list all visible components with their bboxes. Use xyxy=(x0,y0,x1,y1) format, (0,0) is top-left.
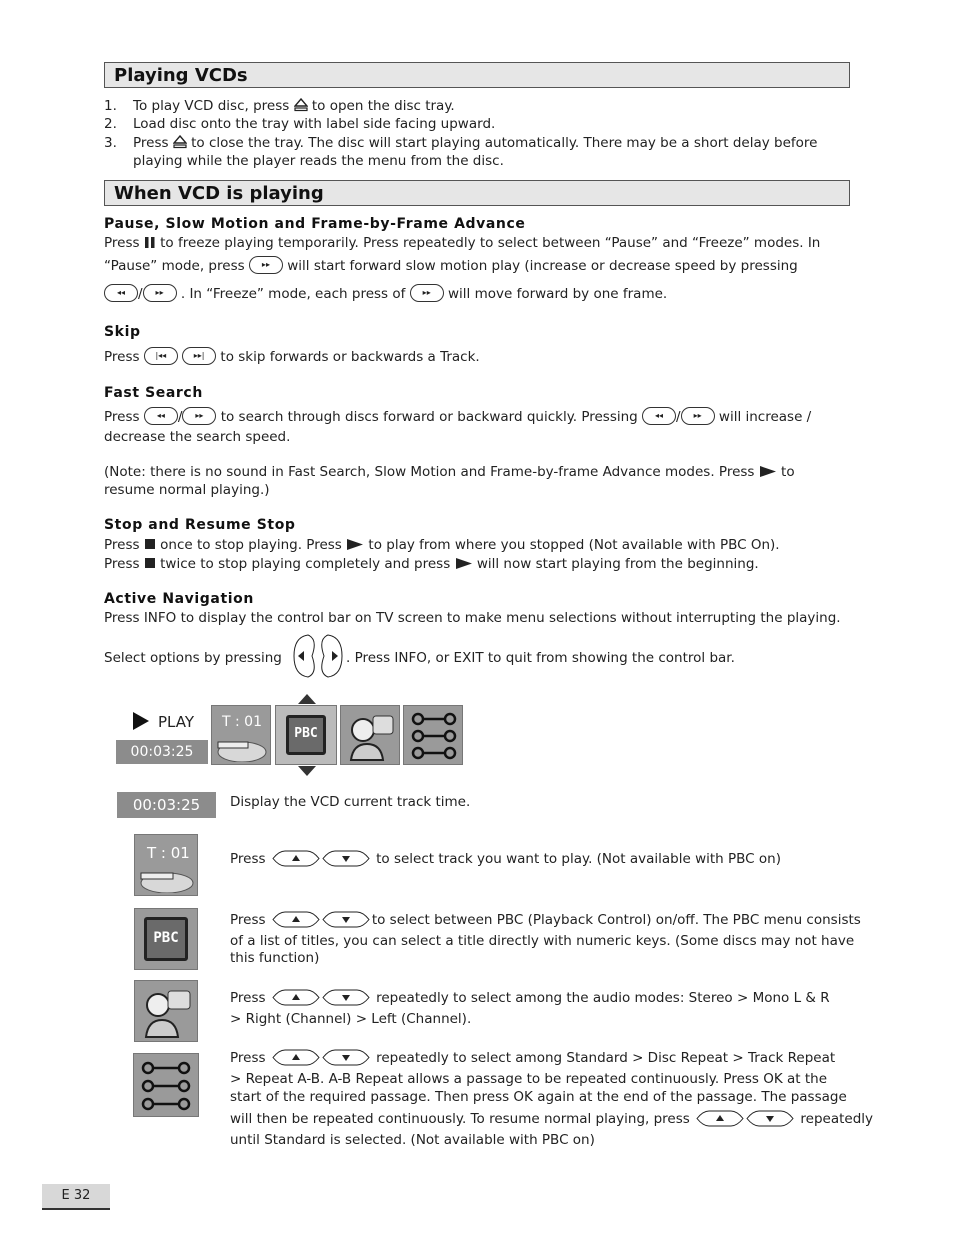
rewind-icon: ◂◂ xyxy=(104,284,138,302)
pbc-icon: PBC xyxy=(286,715,326,755)
step-3-pre: Press xyxy=(133,135,169,151)
step-1 xyxy=(133,97,455,115)
nav-line2-pre: Select options by pressing xyxy=(104,650,282,666)
pause-l3b: will move forward by one frame. xyxy=(447,286,668,302)
item-repeat-text: repeatedly to select among Standard > Disc Repeat > Track Repeat xyxy=(376,1050,836,1066)
rewind-icon: ◂◂ xyxy=(642,407,676,425)
skip-a: Press xyxy=(104,349,140,365)
pause-line2 xyxy=(104,257,798,275)
fast-note1-text: (Note: there is no sound in Fast Search, Slow Motion and Frame-by-frame Advance modes. Press xyxy=(104,464,755,480)
fast-line1: Press ◂◂ / ▸▸ to search through discs forward or backward quickly. Pressing ◂◂ / ▸▸ will increase / xyxy=(104,409,812,425)
down-arrow-icon xyxy=(320,1049,372,1066)
pbc-icon: PBC xyxy=(144,917,188,961)
play-label: PLAY xyxy=(158,713,195,731)
fast-forward-icon: ▸▸ xyxy=(182,407,216,425)
stop-l1c: to play from where you stopped (Not available with PBC On). xyxy=(368,537,780,553)
up-arrow-icon xyxy=(270,989,322,1006)
section-title-when-playing: When VCD is playing xyxy=(104,180,850,206)
stop-line1 xyxy=(104,536,780,554)
skip-title: Skip xyxy=(104,324,141,340)
step-3-post: to close the tray. The disc will start playing automatically. There may be a short delay before xyxy=(191,135,818,151)
nav-line1: Press INFO to display the control bar on TV screen to make menu selections without interrupting the playing. xyxy=(104,610,841,626)
time-label: 00:03:25 xyxy=(116,740,208,764)
audio-person-icon xyxy=(345,710,397,762)
step-1-number: 1. xyxy=(104,98,117,114)
stop-icon xyxy=(144,558,156,569)
nav-title: Active Navigation xyxy=(104,591,254,607)
step-2-number: 2. xyxy=(104,116,117,132)
eject-icon xyxy=(294,98,308,112)
fast-forward-icon: ▸▸ xyxy=(681,407,715,425)
skip-line xyxy=(104,348,480,366)
repeat-icon xyxy=(410,711,458,761)
item-repeat-line1 xyxy=(230,1049,835,1067)
item-pbc-tile xyxy=(134,908,198,970)
step-1-post: to open the disc tray. xyxy=(311,98,455,114)
section-title-playing-vcds: Playing VCDs xyxy=(104,62,850,88)
up-arrow-icon xyxy=(270,911,322,928)
pbc-tile[interactable] xyxy=(275,705,337,765)
fast-title: Fast Search xyxy=(104,385,203,401)
disc-icon xyxy=(139,867,195,893)
up-arrow-icon xyxy=(270,1049,322,1066)
pause-l1a: Press xyxy=(104,235,140,251)
stop-title: Stop and Resume Stop xyxy=(104,517,296,533)
fast-a: Press xyxy=(104,409,140,425)
fast-forward-icon: ▸▸ xyxy=(143,284,177,302)
play-icon xyxy=(455,557,473,570)
eject-icon xyxy=(173,135,187,149)
pause-icon xyxy=(144,236,156,249)
fast-line2: decrease the search speed. xyxy=(104,429,291,445)
fast-note1b: to xyxy=(781,464,795,480)
item-audio-line1 xyxy=(230,989,830,1007)
item-pbc-line2: of a list of titles, you can select a title directly with numeric keys. (Some discs may not have xyxy=(230,933,855,949)
stop-line2 xyxy=(104,555,759,573)
item-track-pre: Press xyxy=(230,851,266,867)
step-1-pre: To play VCD disc, press xyxy=(133,98,290,114)
rewind-icon: ◂◂ xyxy=(144,407,178,425)
step-forward-icon: ▸▸ xyxy=(410,284,444,302)
pause-l2b: will start forward slow motion play (increase or decrease speed by pressing xyxy=(287,258,798,274)
item-pbc-line3: this function) xyxy=(230,950,320,966)
item-audio-tile xyxy=(134,980,198,1042)
stop-icon xyxy=(144,539,156,550)
skip-previous-icon: |◂◂ xyxy=(144,347,178,365)
skip-next-icon: ▸▸| xyxy=(182,347,216,365)
pause-line3: ◂◂ / ▸▸ . In “Freeze” mode, each press of ▸▸ will move forward by one frame. xyxy=(104,285,667,303)
skip-b: to skip forwards or backwards a Track. xyxy=(220,349,480,365)
item-pbc-line1 xyxy=(230,911,861,929)
step-2: Load disc onto the tray with label side facing upward. xyxy=(133,116,496,132)
item-repeat-l4a: will then be repeated continuously. To resume normal playing, press xyxy=(230,1111,690,1127)
pause-line1 xyxy=(104,234,820,252)
nav-line2-post: . Press INFO, or EXIT to quit from showing the control bar. xyxy=(346,650,735,666)
play-icon xyxy=(132,712,150,730)
left-right-arrows-icon xyxy=(290,633,346,679)
stop-l2a: Press xyxy=(104,556,140,572)
stop-l2c: will now start playing from the beginning. xyxy=(476,556,759,572)
step-3-line2: playing while the player reads the menu from the disc. xyxy=(133,153,504,169)
item-track-line xyxy=(230,850,781,868)
item-track-text: to select track you want to play. (Not available with PBC on) xyxy=(376,851,781,867)
item-repeat-line5: until Standard is selected. (Not available with PBC on) xyxy=(230,1132,595,1148)
item-repeat-pre: Press xyxy=(230,1050,266,1066)
fast-note2: resume normal playing.) xyxy=(104,482,270,498)
pause-l3a: . In “Freeze” mode, each press of xyxy=(180,286,406,302)
stop-l2b: twice to stop playing completely and press xyxy=(160,556,451,572)
disc-icon xyxy=(216,736,268,762)
stop-l1b: once to stop playing. Press xyxy=(160,537,342,553)
play-icon xyxy=(346,538,364,551)
pause-l2a: “Pause” mode, press xyxy=(104,258,245,274)
step-3 xyxy=(133,134,817,152)
step-3-number: 3. xyxy=(104,135,117,151)
down-arrow-icon xyxy=(320,911,372,928)
repeat-tile[interactable] xyxy=(403,705,463,765)
item-pbc-text: to select between PBC (Playback Control) on/off. The PBC menu consists xyxy=(371,912,861,928)
page-number: E 32 xyxy=(42,1184,110,1210)
item-repeat-tile xyxy=(133,1053,199,1117)
item-audio-pre: Press xyxy=(230,990,266,1006)
item-audio-line2: > Right (Channel) > Left (Channel). xyxy=(230,1011,472,1027)
repeat-icon xyxy=(140,1060,192,1112)
fast-b: to search through discs forward or backward quickly. Pressing xyxy=(220,409,638,425)
item-repeat-line2: > Repeat A-B. A-B Repeat allows a passage to be repeated continuously. Press OK at the xyxy=(230,1071,828,1087)
pause-title: Pause, Slow Motion and Frame-by-Frame Advance xyxy=(104,216,526,232)
fast-note1 xyxy=(104,463,795,481)
step-forward-icon: ▸▸ xyxy=(249,256,283,274)
play-icon xyxy=(759,465,777,478)
item-track-label: T : 01 xyxy=(147,844,190,862)
item-time-text: Display the VCD current track time. xyxy=(230,794,471,810)
item-repeat-line4 xyxy=(230,1110,873,1128)
item-pbc-pre: Press xyxy=(230,912,266,928)
pause-l1b: to freeze playing temporarily. Press repeatedly to select between “Pause” and “Freeze” modes. In xyxy=(160,235,821,251)
item-audio-text: repeatedly to select among the audio modes: Stereo > Mono L & R xyxy=(376,990,830,1006)
chevron-up-icon xyxy=(298,694,316,704)
down-arrow-icon xyxy=(744,1110,796,1127)
down-arrow-icon xyxy=(320,850,372,867)
item-repeat-l4b: repeatedly xyxy=(800,1111,874,1127)
audio-tile[interactable] xyxy=(340,705,400,765)
stop-l1a: Press xyxy=(104,537,140,553)
item-repeat-line3: start of the required passage. Then press OK again at the end of the passage. The passage xyxy=(230,1089,847,1105)
item-time-label: 00:03:25 xyxy=(117,792,216,818)
audio-person-icon xyxy=(140,985,194,1039)
down-arrow-icon xyxy=(320,989,372,1006)
item-track-tile xyxy=(134,834,198,896)
up-arrow-icon xyxy=(270,850,322,867)
track-tile[interactable] xyxy=(211,705,271,765)
fast-c: will increase / xyxy=(718,409,812,425)
control-bar xyxy=(116,704,472,774)
up-arrow-icon xyxy=(694,1110,746,1127)
chevron-down-icon xyxy=(298,766,316,776)
track-label: T : 01 xyxy=(222,714,262,730)
